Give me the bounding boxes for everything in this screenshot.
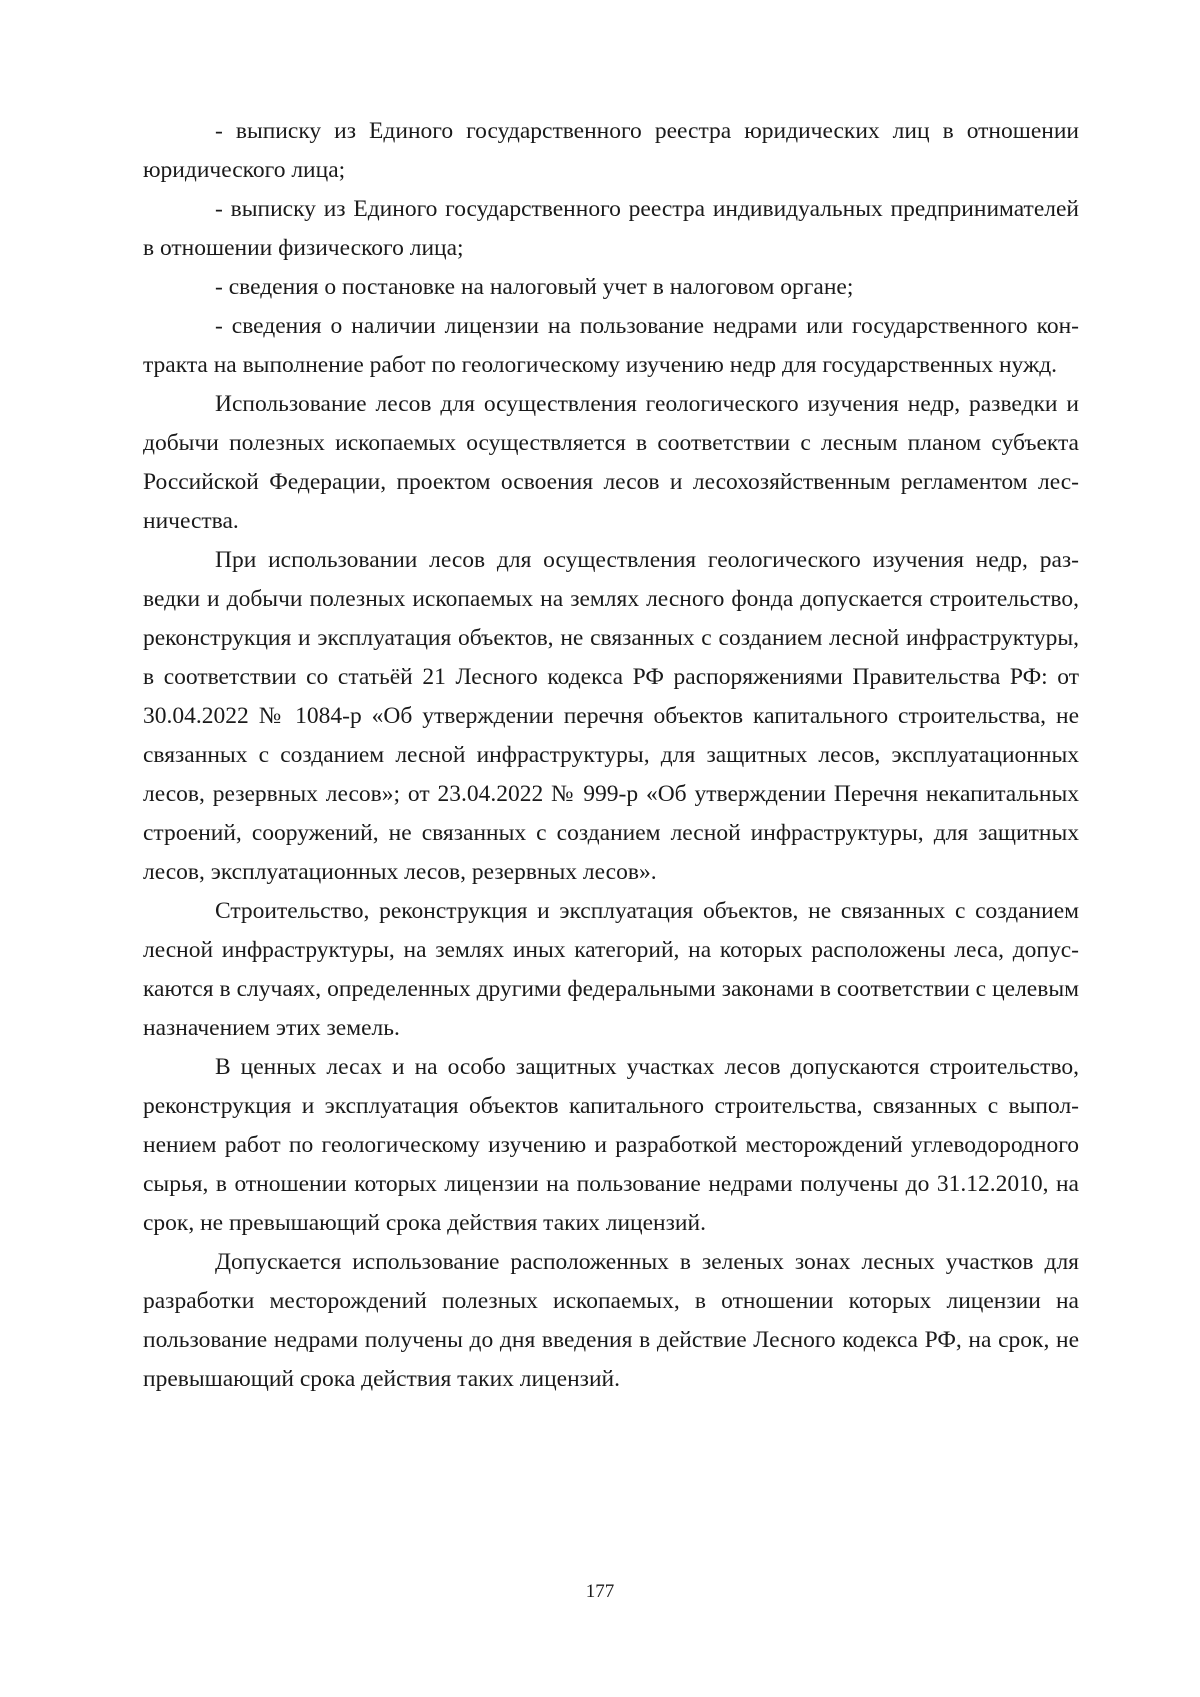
page-number: 177 xyxy=(585,1581,615,1602)
paragraph-valuable-forests: В ценных лесах и на особо защитных участках лесов допускаются строительство, реконструкция и эксплуатация объектов капитального строительства, связанных с выполнением работ по геологическому изучению и разработкой месторождений углеводородного сырья, в отношении которых лицензии на пользование недрами получены до 31.12.2010, на срок, не превышающий срока действия таких лицензий. xyxy=(143,1054,1079,1236)
paragraph-subsoil-license: - сведения о наличии лицензии на пользование недрами или государственного контракта на выполнение работ по геологическому изучению недр для государственных нужд. xyxy=(143,313,1079,378)
paragraph-other-lands-construction: Строительство, реконструкция и эксплуатация объектов, не связанных с созданием лесной инфраструктуры, на землях иных категорий, на которых расположены леса, допускаются в случаях, определенных другими федеральными законами в соответствии с целевым назначением этих земель. xyxy=(143,898,1079,1041)
paragraph-forest-use: Использование лесов для осуществления геологического изучения недр, разведки и добычи полезных ископаемых осуществляется в соответствии с лесным планом субъекта Российской Федерации, проектом освоения лесов и лесохозяйственным регламентом лесничества. xyxy=(143,391,1079,534)
paragraph-forest-fund-construction: При использовании лесов для осуществления геологического изучения недр, разведки и добычи полезных ископаемых на землях лесного фонда допускается строительство, реконструкция и эксплуатация объектов, не связанных с созданием лесной инфраструктуры, в соответствии со статьёй 21 Лесного кодекса РФ распоряжениями Правительства РФ: от 30.04.2022 № 1084-р «Об утверждении перечня объектов капитального строительства, не связанных с созданием лесной инфраструктуры, для защитных лесов, эксплуатационных лесов, резервных лесов»; от 23.04.2022 № 999-р «Об утверждении Перечня некапитальных строений, сооружений, не связанных с созданием лесной инфраструктуры, для защитных лесов, эксплуатационных лесов, резервных лесов». xyxy=(143,547,1079,885)
page-body xyxy=(143,112,1079,1399)
paragraph-egrul-extract: - выписку из Единого государственного реестра юридических лиц в отношении юридического лица; xyxy=(143,118,1079,183)
paragraph-green-zones: Допускается использование расположенных в зеленых зонах лесных участков для разработки месторождений полезных ископаемых, в отношении которых лицензии на пользование недрами получены до дня введения в действие Лесного кодекса РФ, на срок, не превышающий срока действия таких лицензий. xyxy=(143,1249,1079,1392)
paragraph-tax-registration: - сведения о постановке на налоговый учет в налоговом органе; xyxy=(215,274,854,300)
paragraph-egrip-extract: - выписку из Единого государственного реестра индивидуальных предпринимателей в отношении физического лица; xyxy=(143,196,1079,261)
